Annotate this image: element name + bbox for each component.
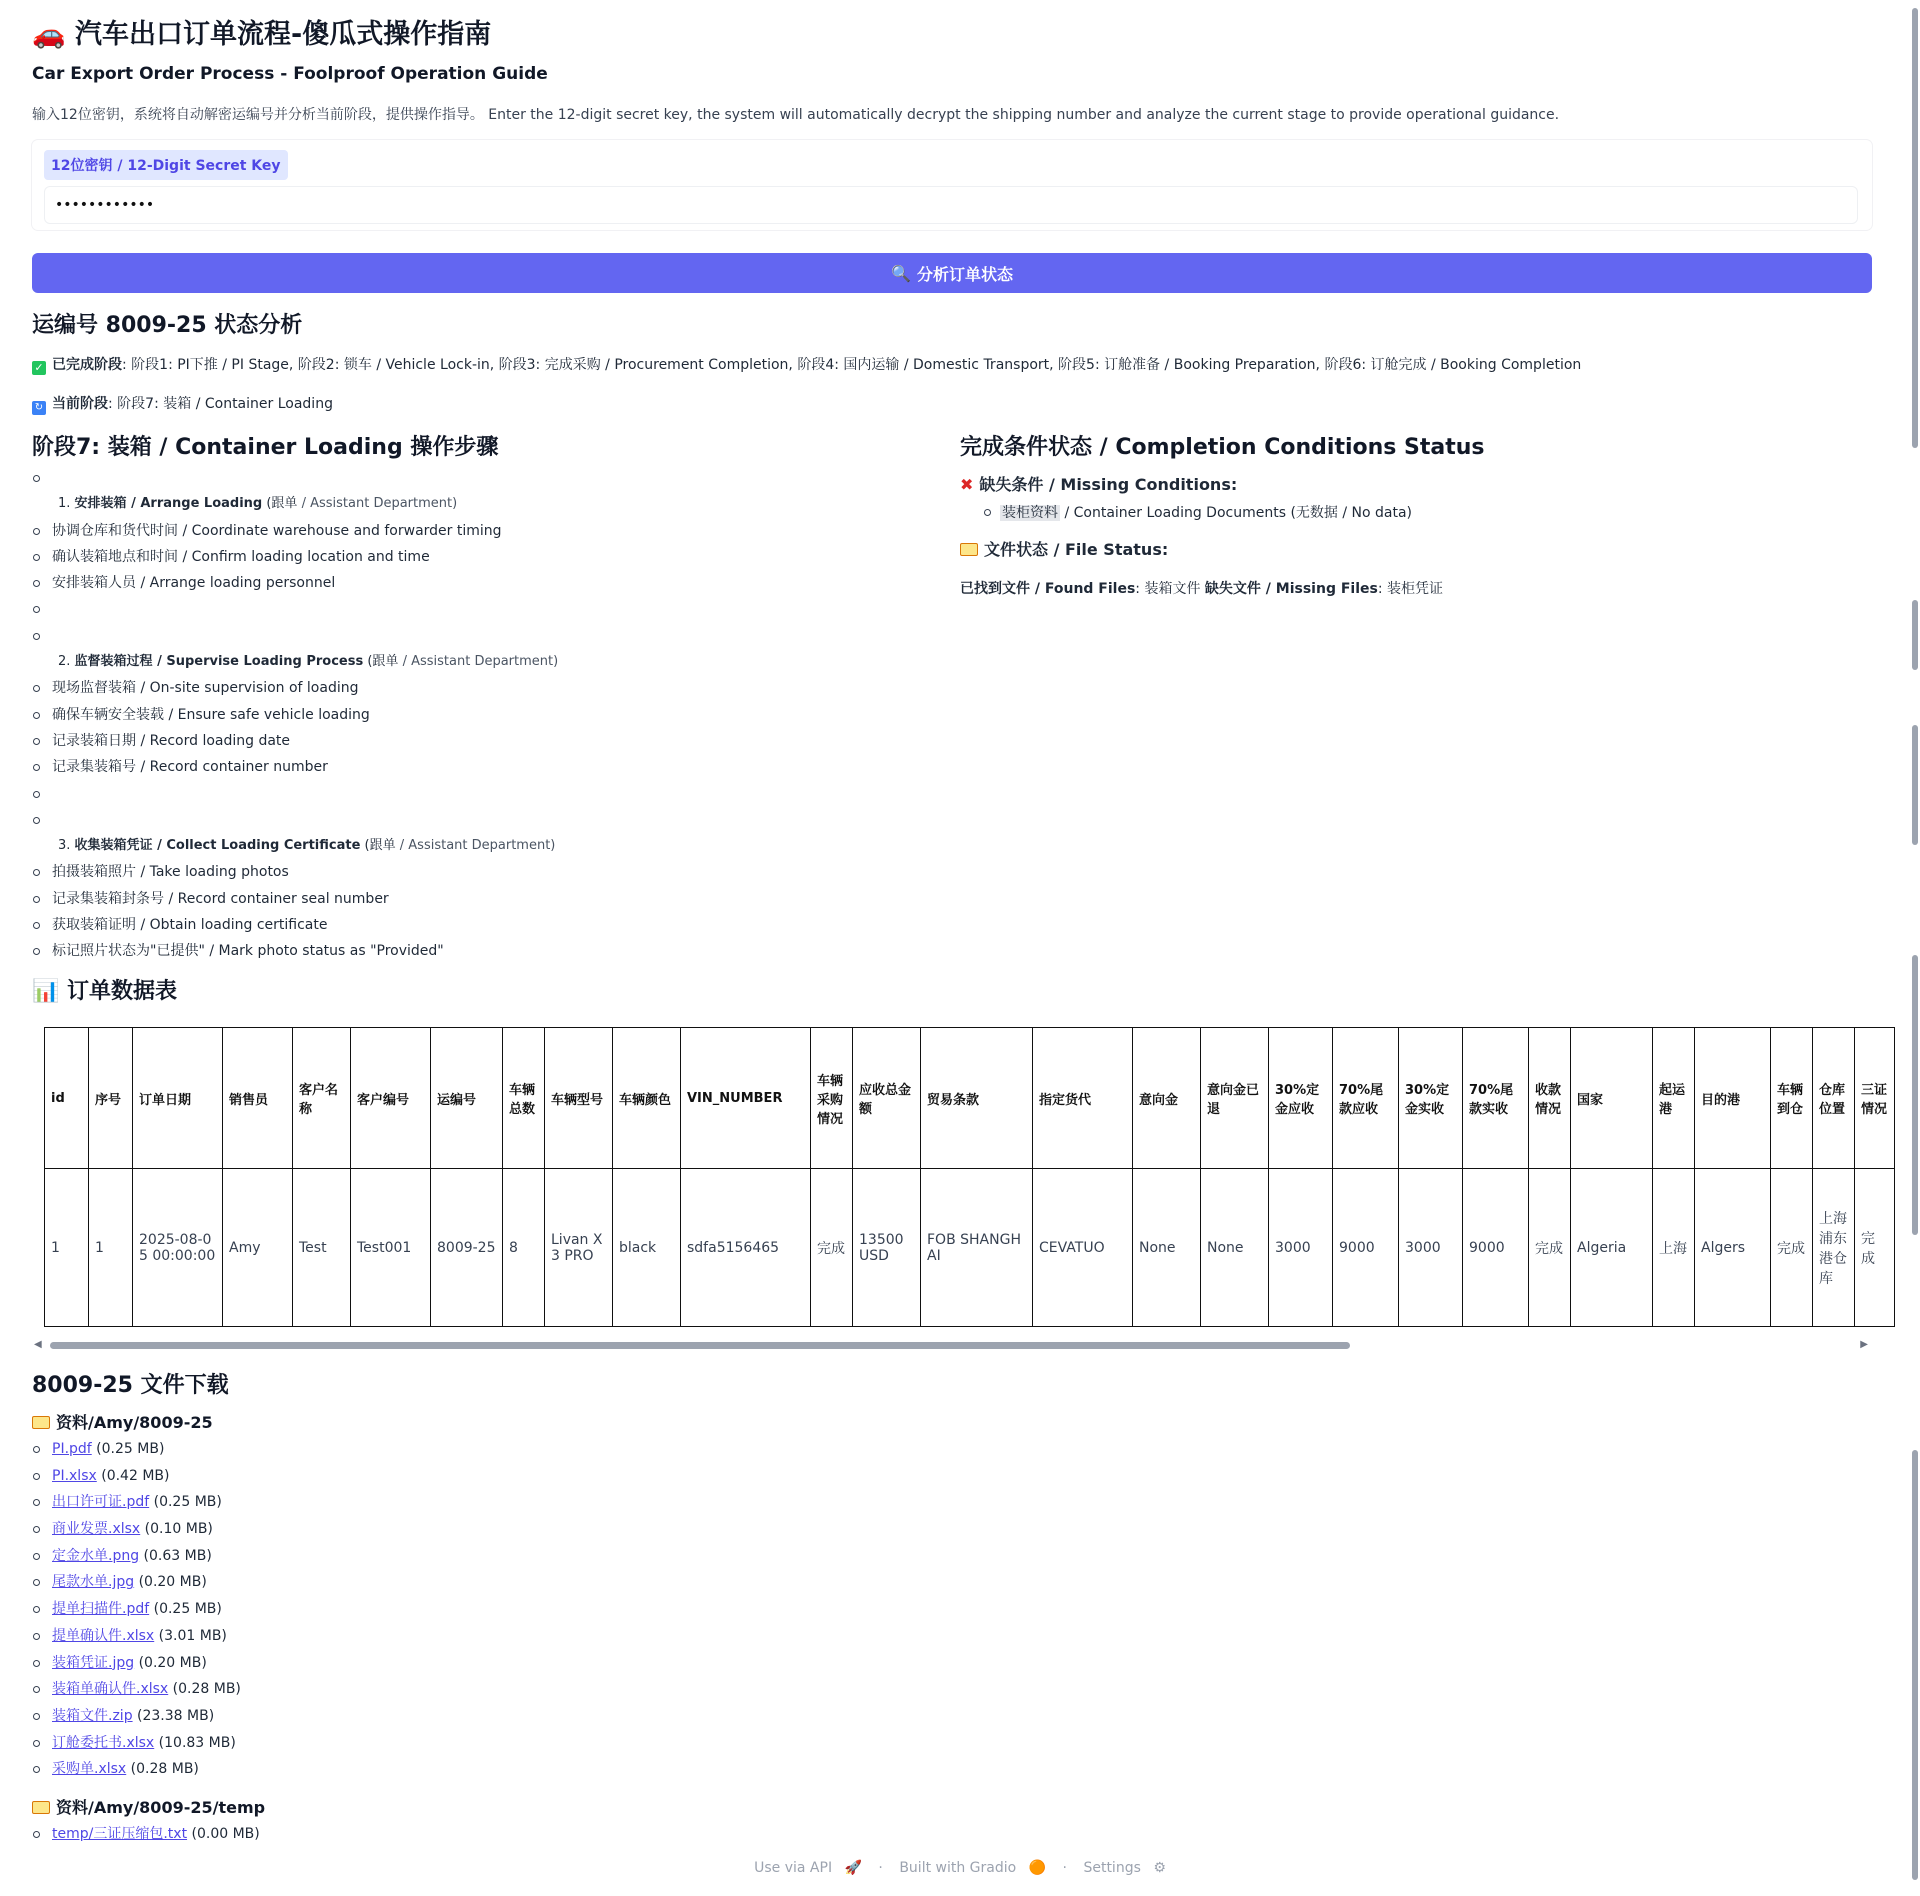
column-header[interactable]: 三证情况	[1855, 1028, 1895, 1169]
current-text: : 阶段7: 装箱 / Container Loading	[108, 396, 333, 412]
table-cell[interactable]: Test001	[351, 1169, 431, 1327]
file-size: (0.28 MB)	[126, 1761, 199, 1778]
file-download-link[interactable]: PI.xlsx	[52, 1467, 97, 1484]
table-cell[interactable]: None	[1201, 1169, 1269, 1327]
table-cell[interactable]: 8009-25	[431, 1169, 503, 1327]
list-item: 记录装箱日期 / Record loading date	[32, 728, 932, 754]
step-header: 2. 监督装箱过程 / Supervise Loading Process (跟单 / Assistant Department)	[58, 654, 559, 670]
file-size: (3.01 MB)	[154, 1627, 227, 1644]
column-header[interactable]: 车辆采购情况	[811, 1028, 853, 1169]
file-size: (0.10 MB)	[140, 1521, 213, 1538]
table-title: 📊 订单数据表	[32, 979, 178, 1004]
file-item	[32, 1569, 241, 1596]
list-item	[32, 596, 932, 622]
column-header[interactable]: 30%定金应收	[1269, 1028, 1333, 1169]
completed-stages	[32, 354, 1581, 375]
file-download-link[interactable]: 装箱凭证.jpg	[52, 1654, 135, 1671]
file-download-link[interactable]: PI.pdf	[52, 1441, 92, 1457]
file-size: (0.20 MB)	[134, 1574, 207, 1591]
gear-icon: ⚙	[1153, 1860, 1166, 1876]
folder-heading: 资料/Amy/8009-25	[32, 1410, 213, 1433]
column-header[interactable]: 仓库位置	[1813, 1028, 1855, 1169]
table-cell[interactable]: FOB SHANGHAI	[921, 1169, 1033, 1327]
column-header[interactable]: 70%尾款应收	[1333, 1028, 1399, 1169]
file-size: (23.38 MB)	[132, 1707, 215, 1724]
cross-icon: ✖	[960, 475, 974, 494]
file-download-link[interactable]: 订舱委托书.xlsx	[52, 1734, 155, 1751]
file-item	[32, 1676, 241, 1703]
list-item: 拍摄装箱照片 / Take loading photos	[32, 859, 932, 885]
table-cell[interactable]: 完成	[1855, 1169, 1895, 1327]
table-cell[interactable]: 1	[89, 1169, 133, 1327]
current-stage	[32, 393, 333, 415]
file-download-link[interactable]: 商业发票.xlsx	[52, 1521, 141, 1538]
list-item: 现场监督装箱 / On-site supervision of loading	[32, 675, 932, 701]
list-item: 记录集装箱号 / Record container number	[32, 754, 932, 780]
file-status-heading: 文件状态 / File Status:	[960, 537, 1168, 560]
table-cell[interactable]: None	[1133, 1169, 1201, 1327]
file-item	[32, 1463, 241, 1490]
list-item: 标记照片状态为"已提供" / Mark photo status as "Provided"	[32, 938, 932, 964]
order-table-container	[44, 1027, 1888, 1327]
scroll-left-icon[interactable]: ◀	[34, 1339, 42, 1350]
table-cell[interactable]: 13500 USD	[853, 1169, 921, 1327]
table-cell[interactable]: 完成	[1771, 1169, 1813, 1327]
column-header[interactable]: 车辆到仓	[1771, 1028, 1813, 1169]
file-item	[32, 1821, 260, 1848]
column-header[interactable]: 销售员	[223, 1028, 293, 1169]
column-header[interactable]: 序号	[89, 1028, 133, 1169]
completed-label: 已完成阶段	[52, 357, 122, 373]
scroll-right-icon[interactable]: ▶	[1860, 1339, 1868, 1350]
column-header[interactable]: 意向金已退	[1201, 1028, 1269, 1169]
column-header[interactable]: id	[45, 1028, 89, 1169]
table-cell[interactable]: sdfa5156465	[681, 1169, 811, 1327]
table-cell[interactable]: 2025-08-05 00:00:00	[133, 1169, 223, 1327]
scrollbar-thumb[interactable]	[1912, 955, 1918, 1235]
file-size: (0.25 MB)	[149, 1494, 222, 1511]
refresh-icon: ↻	[32, 401, 46, 415]
column-header[interactable]: 订单日期	[133, 1028, 223, 1169]
file-size: (10.83 MB)	[154, 1734, 236, 1751]
file-item	[32, 1650, 241, 1677]
file-size: (0.25 MB)	[149, 1601, 222, 1618]
file-list	[32, 1436, 241, 1783]
folder-heading: 资料/Amy/8009-25/temp	[32, 1795, 265, 1818]
current-label: 当前阶段	[52, 396, 108, 412]
table-cell[interactable]: Livan X3 PRO	[545, 1169, 613, 1327]
list-item: 获取装箱证明 / Obtain loading certificate	[32, 912, 932, 938]
table-cell[interactable]: Algers	[1695, 1169, 1771, 1327]
list-item: 安排装箱人员 / Arrange loading personnel	[32, 570, 932, 596]
table-row[interactable]	[45, 1169, 1895, 1327]
table-cell[interactable]: 3000	[1269, 1169, 1333, 1327]
table-cell[interactable]: Algeria	[1571, 1169, 1653, 1327]
file-size: (0.63 MB)	[139, 1547, 212, 1564]
secret-key-block	[32, 140, 1872, 230]
column-header[interactable]: 应收总金额	[853, 1028, 921, 1169]
table-cell[interactable]: 上海浦东港仓库	[1813, 1169, 1855, 1327]
file-download-link[interactable]: 定金水单.png	[52, 1547, 140, 1564]
column-header[interactable]: 目的港	[1695, 1028, 1771, 1169]
list-item: 确保车辆安全装载 / Ensure safe vehicle loading	[32, 702, 932, 728]
file-size: (0.42 MB)	[96, 1467, 170, 1484]
column-header[interactable]: 运编号	[431, 1028, 503, 1169]
file-item	[32, 1436, 241, 1463]
settings-link[interactable]: Settings ⚙	[1083, 1860, 1166, 1876]
table-cell[interactable]: 1	[45, 1169, 89, 1327]
table-cell[interactable]: black	[613, 1169, 681, 1327]
table-cell[interactable]: 完成	[1529, 1169, 1571, 1327]
column-header[interactable]: 意向金	[1133, 1028, 1201, 1169]
column-header[interactable]: 30%定金实收	[1399, 1028, 1463, 1169]
file-item	[32, 1623, 241, 1650]
downloads-title: 8009-25 文件下载	[32, 1373, 229, 1398]
column-header[interactable]: 国家	[1571, 1028, 1653, 1169]
scrollbar-thumb[interactable]	[1912, 725, 1918, 845]
table-cell[interactable]: 3000	[1399, 1169, 1463, 1327]
column-header[interactable]: 车辆颜色	[613, 1028, 681, 1169]
file-download-link[interactable]: 出口许可证.pdf	[52, 1494, 150, 1511]
list-item: 记录集装箱封条号 / Record container seal number	[32, 886, 932, 912]
completed-text: : 阶段1: PI下推 / PI Stage, 阶段2: 锁车 / Vehicle Lock-in, 阶段3: 完成采购 / Procurement Completion, 阶段4: 国内运输 / Domestic Transport, 阶段5: 订舱准备 / Booking Preparation, 阶段6: 订舱完成 / Booking Completion	[122, 357, 1582, 373]
scrollbar-thumb[interactable]	[1912, 600, 1918, 670]
file-download-link[interactable]: 装箱文件.zip	[52, 1707, 133, 1724]
page-title: 🚗 汽车出口订单流程-傻瓜式操作指南	[32, 19, 492, 50]
column-header[interactable]: 指定货代	[1033, 1028, 1133, 1169]
file-item	[32, 1756, 241, 1783]
table-cell[interactable]: Test	[293, 1169, 351, 1327]
file-list	[32, 1821, 260, 1848]
folder-icon	[32, 1416, 50, 1429]
list-item	[32, 807, 932, 833]
file-item	[32, 1516, 241, 1543]
file-download-link[interactable]: 装箱单确认件.xlsx	[52, 1681, 169, 1698]
column-header[interactable]: 车辆型号	[545, 1028, 613, 1169]
column-header[interactable]: 客户名称	[293, 1028, 351, 1169]
file-download-link[interactable]: temp/三证压缩包.txt	[52, 1826, 188, 1842]
scrollbar-thumb[interactable]	[1912, 8, 1918, 448]
folder-icon	[960, 543, 978, 556]
secret-key-input[interactable]	[44, 186, 1858, 224]
table-cell[interactable]: CEVATUO	[1033, 1169, 1133, 1327]
file-size: (0.00 MB)	[187, 1826, 260, 1842]
conditions-title: 完成条件状态 / Completion Conditions Status	[960, 435, 1485, 460]
file-download-link[interactable]: 尾款水单.jpg	[52, 1574, 135, 1591]
analysis-title: 运编号 8009-25 状态分析	[32, 313, 303, 338]
list-item: 确认装箱地点和时间 / Confirm loading location and time	[32, 544, 932, 570]
file-download-link[interactable]: 提单扫描件.pdf	[52, 1601, 150, 1618]
page-description: 输入12位密钥，系统将自动解密运编号并分析当前阶段，提供操作指导。 Enter the 12-digit secret key, the system will automatically decrypt the shipping number and analyze the current stage to provide operational guidance.	[32, 107, 1560, 123]
list-item: 协调仓库和货代时间 / Coordinate warehouse and forwarder timing	[32, 518, 932, 544]
list-item	[32, 781, 932, 807]
step-header: 3. 收集装箱凭证 / Collect Loading Certificate (跟单 / Assistant Department)	[58, 838, 556, 854]
table-cell[interactable]: 8	[503, 1169, 545, 1327]
column-header[interactable]: 起运港	[1653, 1028, 1695, 1169]
analyze-button-label: 分析订单状态	[916, 264, 1013, 284]
table-cell[interactable]: 完成	[811, 1169, 853, 1327]
column-header[interactable]: 70%尾款实收	[1463, 1028, 1529, 1169]
missing-condition-item: 装柜资料 / Container Loading Documents (无数据 / No data)	[980, 502, 1412, 522]
scrollbar-thumb[interactable]	[50, 1342, 1350, 1349]
order-table	[44, 1027, 1895, 1327]
page-vertical-scrollbar[interactable]	[1908, 0, 1920, 1896]
footer	[0, 1860, 1920, 1876]
file-item	[32, 1730, 241, 1757]
column-header[interactable]: 客户编号	[351, 1028, 431, 1169]
footer-separator: ·	[1062, 1860, 1067, 1876]
secret-key-label: 12位密钥 / 12-Digit Secret Key	[44, 150, 288, 180]
table-cell[interactable]: 9000	[1463, 1169, 1529, 1327]
column-header[interactable]: 贸易条款	[921, 1028, 1033, 1169]
file-download-link[interactable]: 提单确认件.xlsx	[52, 1627, 155, 1644]
table-cell[interactable]: 9000	[1333, 1169, 1399, 1327]
rocket-icon: 🚀	[844, 1860, 862, 1876]
file-item	[32, 1489, 241, 1516]
analyze-order-button[interactable]	[32, 253, 1872, 293]
footer-separator: ·	[878, 1860, 883, 1876]
file-size: (0.25 MB)	[91, 1441, 165, 1457]
file-item	[32, 1596, 241, 1623]
list-item	[32, 623, 932, 649]
missing-conditions-heading: ✖ 缺失条件 / Missing Conditions:	[960, 475, 1238, 494]
column-header[interactable]: 收款情况	[1529, 1028, 1571, 1169]
search-icon: 🔍	[891, 263, 911, 283]
file-item	[32, 1703, 241, 1730]
file-item	[32, 1543, 241, 1570]
column-header[interactable]: VIN_NUMBER	[681, 1028, 811, 1169]
folder-icon	[32, 1801, 50, 1814]
scrollbar-thumb[interactable]	[1912, 1450, 1918, 1880]
file-size: (0.28 MB)	[168, 1681, 241, 1698]
list-item	[32, 465, 932, 491]
use-via-api-link[interactable]: Use via API 🚀	[754, 1860, 862, 1876]
check-icon: ✓	[32, 361, 46, 375]
table-cell[interactable]: 上海	[1653, 1169, 1695, 1327]
file-size: (0.20 MB)	[134, 1654, 207, 1671]
steps-title: 阶段7: 装箱 / Container Loading 操作步骤	[32, 435, 499, 460]
step-header: 1. 安排装箱 / Arrange Loading (跟单 / Assistant Department)	[58, 496, 458, 512]
gradio-logo-icon: 🟠	[1028, 1860, 1047, 1876]
column-header[interactable]: 车辆总数	[503, 1028, 545, 1169]
page-subtitle: Car Export Order Process - Foolproof Operation Guide	[32, 64, 548, 84]
file-status-line: 已找到文件 / Found Files: 装箱文件 缺失文件 / Missing Files: 装柜凭证	[960, 581, 1444, 597]
file-download-link[interactable]: 采购单.xlsx	[52, 1761, 127, 1778]
steps-list	[32, 465, 932, 965]
built-with-gradio-link[interactable]: Built with Gradio 🟠	[899, 1860, 1047, 1876]
table-horizontal-scrollbar[interactable]	[32, 1339, 1872, 1351]
table-cell[interactable]: Amy	[223, 1169, 293, 1327]
